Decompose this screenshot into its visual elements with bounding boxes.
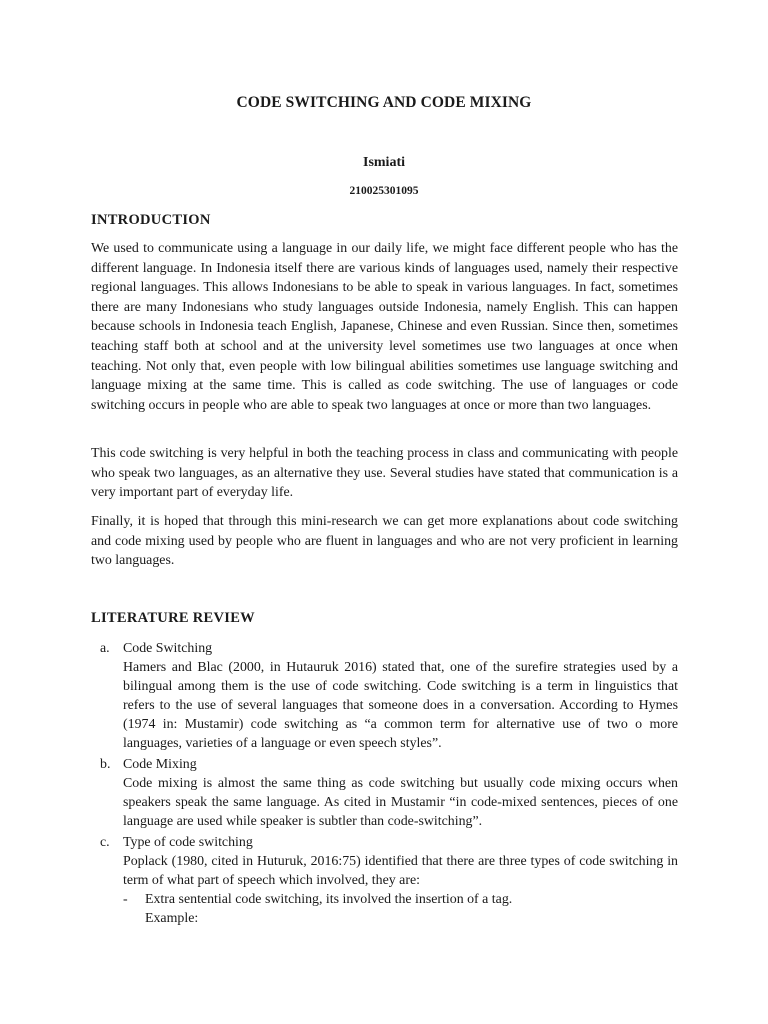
- sub-list-marker: -: [123, 892, 128, 907]
- literature-review-heading: LITERATURE REVIEW: [91, 610, 255, 626]
- list-item-title: Code Switching: [123, 641, 213, 656]
- intro-paragraph-2: This code switching is very helpful in both the teaching process in class and communicating with people who speak two languages, as an alternative they use. Several studies have stated that communication is a very important part of everyday life.: [91, 446, 678, 501]
- list-item-title: Code Mixing: [123, 757, 197, 772]
- sub-list-text: Extra sentential code switching, its involved the insertion of a tag.: [145, 892, 513, 907]
- author-name: Ismiati: [363, 155, 405, 170]
- list-marker: a.: [100, 641, 110, 656]
- list-item-body: Code mixing is almost the same thing as code switching but usually code mixing occurs when speakers speak the same language. As cited in Mustamir “in code-mixed sentences, pieces of one language are used while speaker is subtler than code-switching”.: [123, 776, 678, 829]
- list-item-title: Type of code switching: [123, 835, 253, 850]
- list-item-body: Hamers and Blac (2000, in Hutauruk 2016) stated that, one of the surefire strategies used by a bilingual among them is the use of code switching. Code switching is a term in linguistics that refers to the use of several languages that someone does in a conversation. According to Hymes (1974 in: Mustamir) code switching as “a common term for alternative use of two o more languages, varieties of a language or even speech styles”.: [123, 660, 678, 751]
- student-id: 210025301095: [349, 185, 419, 197]
- intro-paragraph-1: We used to communicate using a language in our daily life, we might face different people who has the different language. In Indonesia itself there are various kinds of languages used, namely their respective regional languages. This allows Indonesians to be able to speak in various languages. In fact, sometimes there are many Indonesians who study languages outside Indonesia, namely English. This can happen because schools in Indonesia teach English, Japanese, Chinese and even Russian. Since then, sometimes teaching staff both at school and at the university level sometimes use two languages at once when teaching. Not only that, even people with low bilingual abilities sometimes use language switching and language mixing at the same time. This is called as code switching. The use of languages or code switching occurs in people who are able to speak two languages at once or more than two languages.: [91, 241, 678, 413]
- list-marker: b.: [100, 757, 111, 772]
- document-title: CODE SWITCHING AND CODE MIXING: [236, 94, 532, 111]
- intro-paragraph-3: Finally, it is hoped that through this mini-research we can get more explanations about code switching and code mixing used by people who are fluent in languages and who are not very proficient in learning two languages.: [91, 514, 678, 569]
- list-marker: c.: [100, 835, 110, 850]
- introduction-heading: INTRODUCTION: [91, 212, 211, 228]
- list-item-body: Poplack (1980, cited in Huturuk, 2016:75) identified that there are three types of code switching in term of what part of speech which involved, they are:: [123, 854, 678, 888]
- example-label: Example:: [145, 911, 199, 926]
